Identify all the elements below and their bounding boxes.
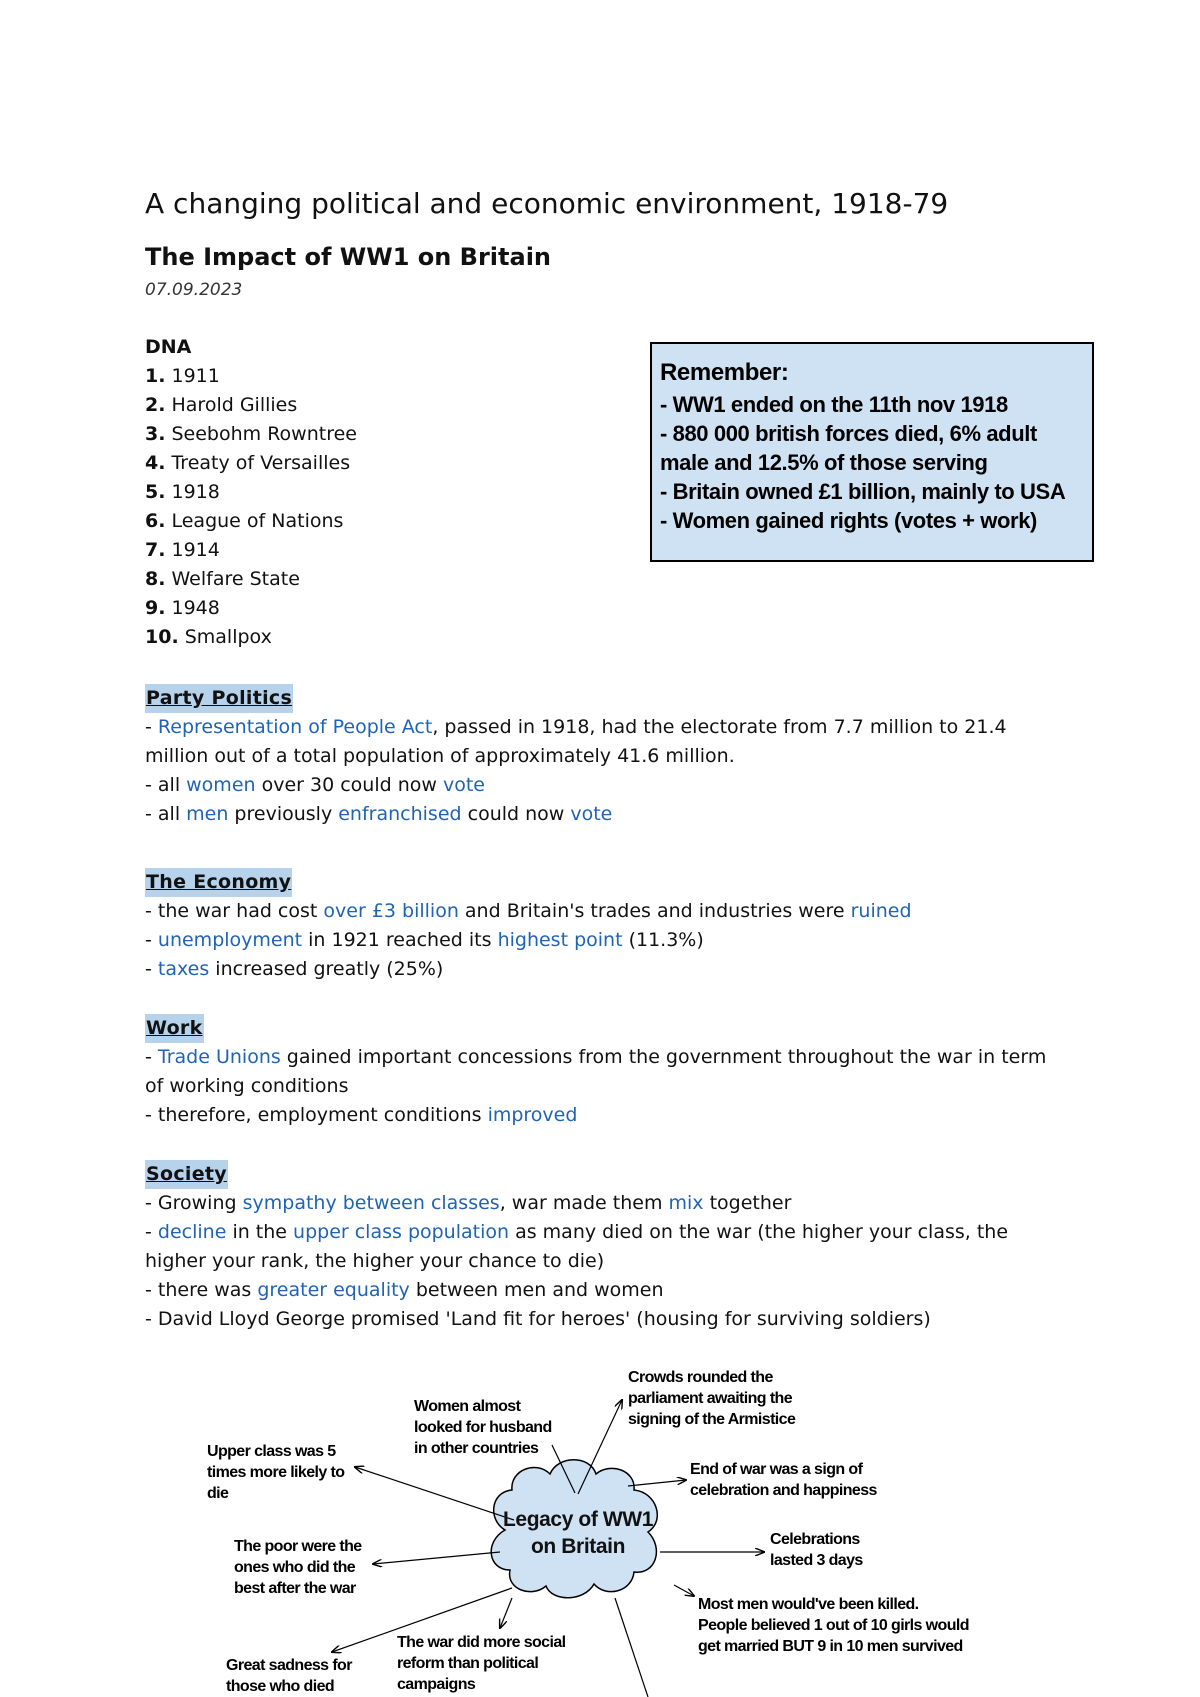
remember-line: - Women gained rights (votes + work): [660, 508, 1037, 533]
date-label: 07.09.2023: [145, 280, 243, 300]
paragraph-line: - all women over 30 could now vote: [145, 774, 485, 796]
connector: [615, 1598, 648, 1697]
mindmap-node: The war did more social reform than political campaigns: [397, 1634, 566, 1693]
mindmap-node: Crowds rounded the parliament awaiting the signing of the Armistice: [628, 1369, 796, 1428]
dna-item: 1. 1911: [145, 365, 220, 387]
connector: [500, 1598, 512, 1628]
connector: [628, 1480, 686, 1486]
paragraph-line: - taxes increased greatly (25%): [145, 958, 444, 980]
section-heading: Party Politics: [145, 684, 293, 713]
connector: [355, 1467, 514, 1520]
paragraph-line: - all men previously enfranchised could now vote: [145, 803, 613, 825]
dna-item: 4. Treaty of Versailles: [145, 452, 351, 474]
mindmap-node: Women almost looked for husband in other countries: [414, 1398, 552, 1457]
paragraph-line: - unemployment in 1921 reached its highest point (11.3%): [145, 929, 704, 951]
dna-item: 6. League of Nations: [145, 510, 344, 532]
dna-item: 10. Smallpox: [145, 626, 272, 648]
dna-heading: DNA: [145, 336, 192, 358]
paragraph-line: - decline in the upper class population as many died on the war (the higher your class, the higher your rank, the higher your chance to die): [145, 1221, 1009, 1272]
mindmap-node: Upper class was 5 times more likely to die: [207, 1443, 345, 1502]
remember-title: Remember:: [660, 359, 789, 386]
remember-line: - WW1 ended on the 11th nov 1918: [660, 392, 1008, 417]
remember-line: - Britain owned £1 billion, mainly to USA: [660, 479, 1066, 504]
dna-item: 9. 1948: [145, 597, 220, 619]
dna-item: 5. 1918: [145, 481, 220, 503]
paragraph-line: - therefore, employment conditions improved: [145, 1104, 578, 1126]
mindmap-node: Celebrations lasted 3 days: [770, 1531, 863, 1569]
mindmap-node: The poor were the ones who did the best after the war: [234, 1538, 362, 1597]
remember-line: - 880 000 british forces died, 6% adult male and 12.5% of those serving: [660, 421, 1037, 475]
section-heading: Society: [145, 1160, 228, 1189]
dna-item: 2. Harold Gillies: [145, 394, 298, 416]
paragraph-line: - there was greater equality between men and women: [145, 1279, 664, 1301]
mindmap-center-label: Legacy of WW1 on Britain: [503, 1508, 653, 1558]
section-title: The Impact of WW1 on Britain: [145, 243, 552, 271]
mindmap-node: Most men would've been killed. People believed 1 out of 10 girls would get married BUT 9 in 10 men survived: [698, 1596, 969, 1655]
dna-item: 3. Seebohm Rowntree: [145, 423, 357, 445]
mindmap-node: End of war was a sign of celebration and happiness: [690, 1461, 877, 1499]
paragraph-line: - Representation of People Act, passed in 1918, had the electorate from 7.7 million to 21.4 million out of a total population of approximately 41.6 million.: [145, 716, 1007, 767]
connector: [373, 1552, 500, 1564]
paragraph-line: - Growing sympathy between classes, war made them mix together: [145, 1192, 792, 1214]
paragraph-line: - the war had cost over £3 billion and Britain's trades and industries were ruined: [145, 900, 912, 922]
connector: [674, 1585, 694, 1596]
section-heading: Work: [145, 1014, 204, 1043]
dna-item: 8. Welfare State: [145, 568, 300, 590]
paragraph-line: - Trade Unions gained important concessions from the government throughout the war in term of working conditions: [145, 1046, 1047, 1097]
paragraph-line: - David Lloyd George promised 'Land fit for heroes' (housing for surviving soldiers): [145, 1308, 931, 1330]
page-title: A changing political and economic environment, 1918-79: [145, 187, 949, 220]
section-heading: The Economy: [145, 868, 292, 897]
mindmap-node: Great sadness for those who died: [226, 1657, 352, 1695]
dna-item: 7. 1914: [145, 539, 220, 561]
